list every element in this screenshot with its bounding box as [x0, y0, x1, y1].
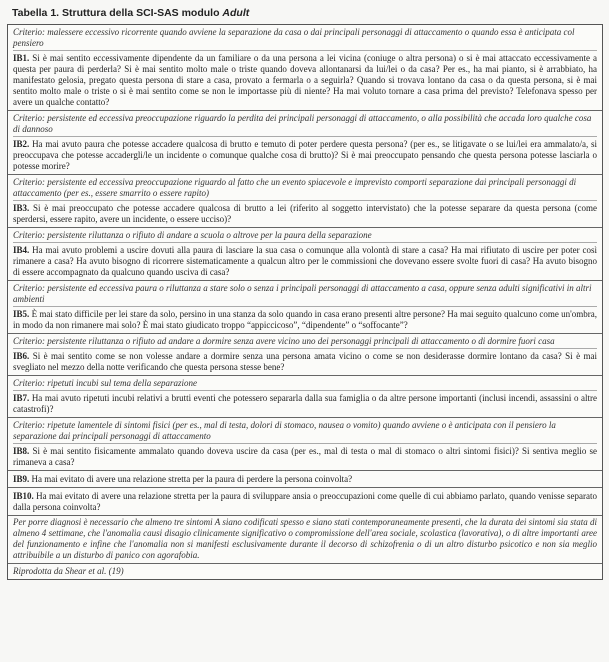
item-code: IB3. [13, 203, 30, 213]
table-title [7, 4, 603, 24]
item-text: Ha mai avuto problemi a uscire dovuti alla paura di lasciare la sua casa o comunque alla volontà di stare a casa? Ha mai rifiutato di uscire per poter così rimanere a casa? Ha avuto bisogno di ricorrere sistematicamente a qualcun altro per le commissioni che dovevano essere svolte fuori di casa? Ha avuto bisogno di essere accompagnato da qualcuno quando usciva di casa? [13, 245, 598, 277]
item-code: IB5. [13, 309, 30, 319]
footnote: Per porre diagnosi è necessario che almeno tre sintomi A siano codificati spesso e siano stati contemporaneamente presenti, che la durata dei sintomi sia stata di almeno 4 settimane, che l'anomalia causi disagio clinicamente significativo o compromissione dell'area sociale, scolastica (lavorativa), o di altre importanti aree del funzionamento e infine che l'anomalia non si manifesti esclusivamente durante il decorso di schizofrenia o di un altro disturbo psicotico e non sia meglio attribuibile a un disturbo di panico con agorafobia. [13, 517, 597, 560]
table-row-ib4 [8, 227, 602, 280]
item-code: IB4. [13, 245, 30, 255]
criterion: Criterio: ripetuti incubi sul tema della separazione [13, 377, 597, 391]
criterion: Criterio: persistente ed eccessiva preoccupazione riguardo al fatto che un evento spiacevole e imprevisto comporti separazione dai principali personaggi di attaccamento (per es., essere smarrito o essere rapito) [13, 176, 597, 201]
criterion: Criterio: ripetute lamentele di sintomi fisici (per es., mal di testa, dolori di stomaco, nausea o vomito) quando avviene o è anticipata con il pensiero la separazione dai principali personaggi di attaccamento [13, 419, 597, 444]
item [13, 391, 597, 415]
item [13, 472, 597, 485]
item [13, 243, 597, 278]
table-row-ib7 [8, 375, 602, 417]
item-text: Ha mai avuto ripetuti incubi relativi a brutti eventi che potessero separarla dalla sua famiglia o da altre persone importanti (inclusi incendi, assassini o altre catastrofi)? [13, 393, 597, 414]
table-row-ib9 [8, 470, 602, 487]
table-title-text: Tabella 1. Struttura della SCI-SAS modulo [12, 7, 223, 19]
criterion: Criterio: malessere eccessivo ricorrente quando avviene la separazione da casa o dai principali personaggi di attaccamento o quando essa è anticipata col pensiero [13, 26, 597, 51]
item-text: Ha mai avuto paura che potesse accadere qualcosa di brutto e temuto di poter perdere questa persona? (per es., se litigavate o se lui/lei era ammalato/a, si preoccupava che potesse accadergli/le un incidente o comunque qualche cosa di brutto)? Si è mai preoccupato pensando che questa persona potesse lasciarla o potesse morire? [13, 139, 598, 171]
item-text: Si è mai sentito fisicamente ammalato quando doveva uscire da casa (per es., mal di testa o mal di stomaco o altri sintomi fisici)? Si sentiva meglio se rimaneva a casa? [13, 446, 598, 467]
source-credit: Riprodotta da Shear et al. (19) [13, 566, 124, 576]
item-text: Ha mai evitato di avere una relazione stretta per la paura di sviluppare ansia o preoccupazioni come quelle di cui abbiamo parlato, quando venisse separato dalla persona coinvolta? [13, 491, 598, 512]
table-title-italic: Adult [222, 7, 250, 19]
table-row-ib5 [8, 280, 602, 333]
item-code: IB2. [13, 139, 30, 149]
item-code: IB6. [13, 351, 30, 361]
item-code: IB7. [13, 393, 30, 403]
criterion: Criterio: persistente ed eccessiva preoccupazione riguardo la perdita dei principali personaggi di attaccamento, o alla possibilità che accada loro qualche cosa di dannoso [13, 112, 597, 137]
criterion: Criterio: persistente riluttanza o rifiuto di andare a scuola o altrove per la paura della separazione [13, 229, 597, 243]
document [7, 4, 603, 656]
table-row-ib3 [8, 174, 602, 227]
item [13, 489, 597, 513]
criterion: Criterio: persistente ed eccessiva paura o riluttanza a stare solo o senza i principali personaggi di attaccamento a casa, oppure senza adulti significativi in altri ambienti [13, 282, 597, 307]
item [13, 444, 597, 468]
table-row-ib8 [8, 417, 602, 470]
table-footnote-row [8, 515, 602, 563]
item-text: Si è mai sentito eccessivamente dipendente da un familiare o da una persona a lei vicina (coniuge o altra persona) o si è mai attaccato eccessivamente a questa per paura di perderla? Si è mai sentito molto male o triste quando doveva allontanarsi da lui/lei o da casa? Per es., ha mai pianto, si è arrabbiato, ha manifestato gelosia, pregato questa persona di stare a casa, provato a fermarla o a seguirla? Quando si trovava lontano da casa o da questa persona, si è mai sentito molto male o triste o si è mai sentito come se non le importasse più di niente? Ha mai voluto tornare a casa prima del previsto? Telefonava spesso per avere un qualche contatto? [13, 53, 598, 107]
item-text: Si è mai preoccupato che potesse accadere qualcosa di brutto a lei (riferito al soggetto intervistato) che la potesse separare da questa persona (come sperdersi, essere rapito, avere un incidente, o essere ucciso)? [13, 203, 598, 224]
table-row-ib10 [8, 487, 602, 515]
item-code: IB1. [13, 53, 30, 63]
table-source-row [8, 563, 602, 579]
item-code: IB10. [13, 491, 34, 501]
item [13, 349, 597, 373]
item-text: È mai stato difficile per lei stare da solo, persino in una stanza da solo quando in casa erano presenti altre persone? Ha mai seguito qualcuno come un'ombra, in modo da non rimanere mai solo? È mai stato giudicato troppo “appiccicoso”, “dipendente” o “soffocante”? [13, 309, 598, 330]
item-text: Ha mai evitato di avere una relazione stretta per la paura di perdere la persona coinvolta? [31, 474, 353, 484]
table [7, 24, 603, 580]
item [13, 51, 597, 108]
item-code: IB8. [13, 446, 30, 456]
item-code: IB9. [13, 474, 30, 484]
item-text: Si è mai sentito come se non volesse andare a dormire senza una persona amata vicino o come se non desiderasse dormire lontano da casa? Si è mai svegliato nel mezzo della notte verificando che questa persona stesse bene? [13, 351, 598, 372]
criterion: Criterio: persistente riluttanza o rifiuto ad andare a dormire senza avere vicino uno dei personaggi principali di attaccamento o di dormire fuori casa [13, 335, 597, 349]
table-row-ib2 [8, 110, 602, 174]
table-row-ib6 [8, 333, 602, 375]
item [13, 201, 597, 225]
item [13, 137, 597, 172]
item [13, 307, 597, 331]
table-row-ib1 [8, 25, 602, 110]
